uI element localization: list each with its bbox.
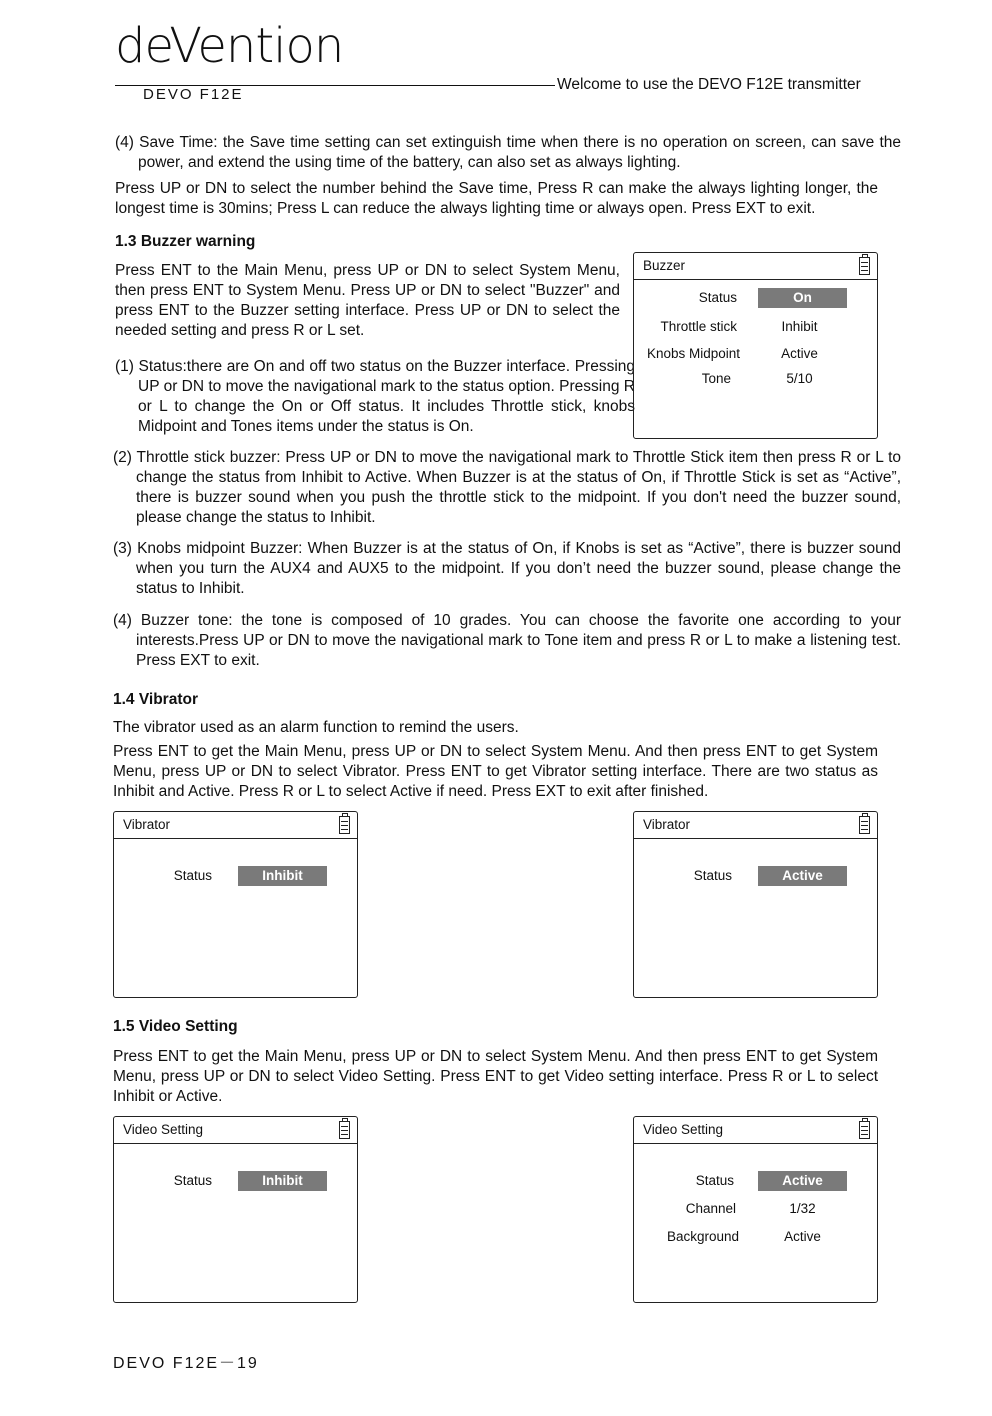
buzzer-item-2: (2) Throttle stick buzzer: Press UP or DN to move the navigational mark to Throttle Stick item then press R or L to change the status from Inhibit to Active. When Buzzer is at the status of On, if Throttle Stick is set as “Active”, there is buzzer sound when you push the throttle stick to the midpoint. If you don't need the buzzer sound, please change the status to Inhibit.	[113, 449, 901, 526]
status-value: Inhibit	[238, 866, 327, 886]
buzzer-item-1: (1) Status:there are On and off two status on the Buzzer interface. Pressing UP or DN to move the navigational mark to the status option. Pressing R or L to change the On or Off status. It includes Throttle stick, knobs Midpoint and Tones items under the status is On.	[115, 358, 635, 435]
vibrator-p2: Press ENT to get the Main Menu, press UP or DN to select System Menu. And then press ENT to get System Menu, press UP or DN to select Vibrator. Press ENT to get Vibrator setting interface. There are two status as Inhibit and Active. Press R or L to select Active if need. Press EXT to exit after finished.	[113, 743, 878, 800]
background-label: Background	[666, 1229, 739, 1244]
knobs-label: Knobs Midpoint	[646, 346, 740, 361]
vibrator-screen-inhibit	[113, 811, 358, 998]
tone-value: 5/10	[786, 371, 813, 386]
save-time-item: (4) Save Time: the Save time setting can set extinguish time when there is no operation on screen, can save the power, and extend the using time of the battery, can also set as always lighting.	[115, 134, 901, 171]
model-name: DEVO F12E	[143, 86, 244, 103]
buzzer-intro: Press ENT to the Main Menu, press UP or DN to select System Menu, then press ENT to System Menu. Press UP or DN to select "Buzzer" and press ENT to the Buzzer setting interface. Press UP or DN to select the needed setting and press R or L set.	[115, 262, 620, 339]
status-label: Status	[693, 868, 732, 883]
status-value: On	[758, 288, 847, 308]
buzzer-item-3: (3) Knobs midpoint Buzzer: When Buzzer is at the status of On, if Knobs is set as “Active”, there is buzzer sound when you turn the AUX4 and AUX5 to the midpoint. If you don’t need the buzzer sound, please change the status to Inhibit.	[113, 540, 901, 597]
channel-value: 1/32	[789, 1201, 816, 1216]
save-time-text: Press UP or DN to select the number behind the Save time, Press R can make the always lighting longer, the longest time is 30mins; Press L can reduce the always lighting time or always open. Press EXT to exit.	[115, 180, 878, 217]
battery-icon	[859, 257, 870, 275]
video-p1: Press ENT to get the Main Menu, press UP or DN to select System Menu. And then press ENT to get System Menu, press UP or DN to select Video Setting. Press ENT to get Video setting interface. Press R or L to select Inhibit or Active.	[113, 1048, 878, 1105]
devention-logo: deVention	[115, 18, 344, 74]
page-number: DEVO F12E－19	[113, 1355, 259, 1372]
screen-title: Buzzer	[643, 258, 686, 273]
tone-label: Tone	[701, 371, 731, 386]
battery-icon	[339, 816, 350, 834]
battery-icon	[339, 1121, 350, 1139]
vibrator-p1: The vibrator used as an alarm function to remind the users.	[113, 719, 519, 736]
vibrator-screen-active	[633, 811, 878, 998]
screen-title: Vibrator	[123, 817, 171, 832]
status-label: Status	[698, 290, 737, 305]
status-label: Status	[173, 1173, 212, 1188]
background-value: Active	[784, 1229, 821, 1244]
channel-label: Channel	[685, 1201, 736, 1216]
video-heading: 1.5 Video Setting	[113, 1018, 238, 1035]
status-value: Inhibit	[238, 1171, 327, 1191]
video-screen-inhibit	[113, 1116, 358, 1303]
screen-title: Vibrator	[643, 817, 691, 832]
throttle-value: Inhibit	[781, 319, 818, 334]
knobs-value: Active	[781, 346, 818, 361]
header-welcome: Welcome to use the DEVO F12E transmitter	[557, 76, 861, 93]
battery-icon	[859, 1121, 870, 1139]
buzzer-heading: 1.3 Buzzer warning	[115, 233, 256, 250]
status-label: Status	[695, 1173, 734, 1188]
status-value: Active	[758, 1171, 847, 1191]
video-screen-active	[633, 1116, 878, 1303]
screen-title: Video Setting	[643, 1122, 724, 1137]
vibrator-heading: 1.4 Vibrator	[113, 691, 199, 708]
throttle-label: Throttle stick	[660, 319, 737, 334]
buzzer-screen	[633, 252, 878, 439]
screen-title: Video Setting	[123, 1122, 204, 1137]
status-value: Active	[758, 866, 847, 886]
battery-icon	[859, 816, 870, 834]
status-label: Status	[173, 868, 212, 883]
buzzer-item-4: (4) Buzzer tone: the tone is composed of 10 grades. You can choose the favorite one according to your interests.Press UP or DN to move the navigational mark to Tone item and press R or L to make a listening test. Press EXT to exit.	[113, 612, 901, 669]
